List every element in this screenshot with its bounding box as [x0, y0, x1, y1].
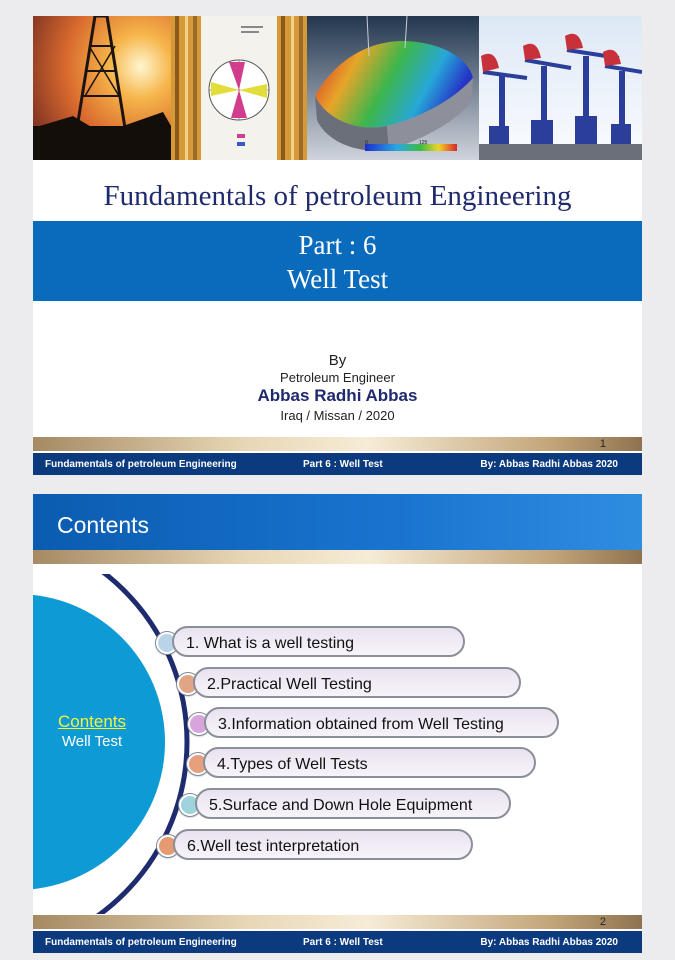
contents-item-label: 3.Information obtained from Well Testing — [204, 707, 559, 738]
circle-subtitle: Well Test — [61, 733, 123, 750]
contents-item-label: 5.Surface and Down Hole Equipment — [195, 788, 511, 819]
footer-part: Part 6 : Well Test — [303, 459, 383, 470]
footer-course: Fundamentals of petroleum Engineering — [45, 459, 237, 470]
footer-course: Fundamentals of petroleum Engineering — [45, 937, 237, 948]
gold-divider — [33, 915, 642, 929]
well-log-rose-diagram — [171, 16, 307, 160]
author-name: Abbas Radhi Abbas — [257, 386, 418, 405]
circle-title: Contents — [57, 712, 127, 731]
author-role: Petroleum Engineer — [280, 370, 395, 385]
scale-max-label: 125 — [419, 140, 428, 146]
gold-divider — [33, 437, 642, 451]
page-number: 2 — [599, 916, 606, 928]
author-block — [33, 352, 642, 423]
by-label: By — [328, 352, 347, 369]
oil-rig-photo — [33, 16, 171, 160]
part-banner — [33, 221, 642, 301]
contents-heading: Contents — [57, 512, 150, 538]
author-location: Iraq / Missan / 2020 — [280, 408, 395, 423]
part-subtitle: Well Test — [286, 264, 389, 294]
scale-min-label: 0 — [365, 140, 368, 146]
contents-item-label: 2.Practical Well Testing — [193, 667, 521, 698]
contents-header — [33, 494, 642, 550]
footer-author: By: Abbas Radhi Abbas 2020 — [480, 937, 618, 948]
gold-divider — [33, 550, 642, 564]
contents-item-label: 6.Well test interpretation — [173, 829, 473, 860]
slide-footer — [33, 453, 642, 475]
contents-slide — [33, 494, 642, 953]
slide-footer — [33, 931, 642, 953]
footer-part: Part 6 : Well Test — [303, 937, 383, 948]
page-number: 1 — [599, 438, 606, 450]
contents-item-label: 4.Types of Well Tests — [203, 747, 536, 778]
contents-circle-label — [33, 712, 151, 750]
title-slide — [33, 16, 642, 475]
part-number: Part : 6 — [298, 230, 377, 260]
footer-author: By: Abbas Radhi Abbas 2020 — [480, 459, 618, 470]
reservoir-model-photo — [307, 16, 479, 160]
presentation-title: Fundamentals of petroleum Engineering — [103, 180, 572, 212]
contents-item-label: 1. What is a well testing — [172, 626, 465, 657]
pumpjack-photo — [479, 16, 642, 160]
